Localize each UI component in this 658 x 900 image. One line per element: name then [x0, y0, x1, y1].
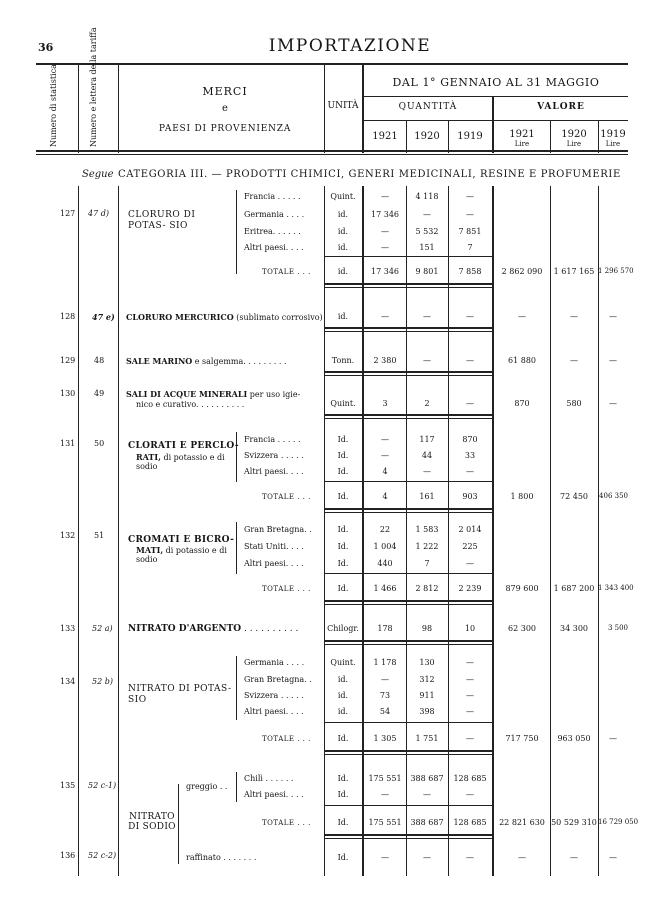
- total-rule: [324, 644, 492, 645]
- unit: Quint.: [330, 399, 356, 408]
- unit: id.: [337, 210, 349, 219]
- subtotal-rule: [324, 805, 492, 806]
- country: Francia . . . . .: [244, 192, 301, 201]
- total-rule: [324, 838, 492, 839]
- qty-1919: —: [466, 399, 474, 408]
- total-val-1919: —: [609, 734, 617, 743]
- tariff-number: 51: [94, 531, 105, 540]
- total-val-1919: 406 350: [599, 492, 628, 500]
- item-name-rest: (sublimato corrosivo): [233, 313, 323, 322]
- total-rule: [324, 512, 492, 513]
- country: Eritrea. . . . . .: [244, 227, 301, 236]
- stat-number: 136: [60, 851, 76, 860]
- item-name: [128, 625, 298, 634]
- header-divider: [118, 63, 119, 153]
- total-val-1921: 879 600: [505, 584, 539, 593]
- group-brace: [236, 190, 237, 274]
- year-header: 1920: [414, 131, 440, 142]
- qty-1920: 4 118: [415, 192, 439, 201]
- item-name-bold: SALE MARINO: [126, 356, 193, 366]
- val-1920: 34 300: [560, 624, 588, 633]
- item-name-bold: RATI,: [136, 452, 161, 462]
- page-title: IMPORTAZIONE: [268, 36, 432, 56]
- group-brace: [236, 432, 237, 482]
- qty-1920: 98: [421, 624, 433, 633]
- qty-1919: —: [466, 356, 474, 365]
- item-name-rest: . . . . . . . . . .: [241, 624, 299, 634]
- sub-item-name: raffinato . . . . . . .: [186, 853, 257, 862]
- qty-1921: 2 380: [373, 356, 397, 365]
- total-rule: [324, 750, 492, 752]
- val-1921: —: [518, 312, 526, 321]
- subtotal-rule: [324, 722, 492, 723]
- unit: id.: [337, 312, 349, 321]
- header-subrule: [362, 96, 628, 97]
- subtotal-rule: [324, 256, 492, 257]
- sub-item-name: greggio . .: [186, 782, 228, 791]
- country: Altri paesi. . . .: [244, 243, 304, 252]
- qty-1920: —: [423, 467, 431, 476]
- item-name-rest: per uso igie-: [247, 390, 301, 399]
- item-name-line2: [136, 453, 225, 462]
- country: Altri paesi. . . .: [244, 467, 304, 476]
- country: Svizzera . . . . .: [244, 691, 304, 700]
- page-number: 36: [38, 41, 54, 54]
- total-val-1920: 72 450: [560, 492, 588, 501]
- subtotal-rule: [324, 481, 492, 482]
- unit: Id.: [337, 435, 349, 444]
- total-rule: [324, 834, 492, 836]
- total-val-1920: 1 687 200: [553, 584, 595, 593]
- item-name: CLORURO DI POTAS- SIO: [128, 210, 196, 231]
- merci-e-header: e: [222, 103, 228, 114]
- header-subrule: [362, 120, 628, 121]
- col-num-stat-header: Numero di statistica: [49, 64, 58, 147]
- header-bottom-rule-thin: [36, 154, 628, 155]
- total-qty-1921: 17 346: [371, 267, 399, 276]
- total-label: TOTALE . . .: [262, 585, 311, 593]
- qty-1920: 398: [419, 707, 435, 716]
- val-1921: 62 300: [508, 624, 536, 633]
- category-prefix: Segue: [82, 169, 114, 180]
- total-qty-1920: 1 751: [415, 734, 439, 743]
- stat-number: 134: [60, 677, 76, 686]
- qty-1919: 128 685: [453, 774, 487, 783]
- item-name-rest: e salgemma. . . . . . . . .: [192, 357, 287, 366]
- qty-1921: 54: [379, 707, 391, 716]
- qty-1919: 7 851: [458, 227, 482, 236]
- item-name: [126, 313, 323, 322]
- item-name-bold: NITRATO D'ARGENTO: [128, 624, 242, 634]
- qty-1920: 312: [419, 675, 435, 684]
- quantita-header: QUANTITÀ: [398, 102, 458, 112]
- unit: Id.: [337, 492, 349, 501]
- total-qty-1919: —: [466, 734, 474, 743]
- total-rule: [324, 604, 492, 605]
- tariff-number: 52 c-2): [88, 851, 117, 860]
- qty-1920: —: [423, 790, 431, 799]
- qty-1919: —: [466, 853, 474, 862]
- qty-1919: —: [466, 559, 474, 568]
- qty-1921: —: [381, 227, 389, 236]
- subtotal-rule: [324, 573, 492, 574]
- total-qty-1921: 1 466: [373, 584, 397, 593]
- item-name-line2: nico e curativo. . . . . . . . . .: [136, 400, 245, 409]
- unit: id.: [337, 227, 349, 236]
- qty-1920: —: [423, 312, 431, 321]
- qty-1920: 151: [419, 243, 435, 252]
- year-header: 1920: [561, 129, 587, 140]
- total-val-1921: 717 750: [505, 734, 539, 743]
- merci-header: MERCI: [202, 85, 248, 98]
- total-val-1920: 963 050: [557, 734, 591, 743]
- qty-1919: —: [466, 790, 474, 799]
- qty-1921: —: [381, 675, 389, 684]
- unit: Id.: [337, 525, 349, 534]
- total-qty-1919: 7 858: [458, 267, 482, 276]
- qty-1921: —: [381, 451, 389, 460]
- country: Gran Bretagna. .: [244, 525, 312, 534]
- qty-1919: 10: [464, 624, 476, 633]
- total-val-1919: 1 296 570: [598, 267, 634, 275]
- tariff-number: 48: [94, 356, 105, 365]
- year-header: 1919: [457, 131, 483, 142]
- unit: Chilogr.: [327, 624, 359, 633]
- total-rule: [324, 640, 492, 642]
- qty-1919: —: [466, 467, 474, 476]
- tariff-number: 52 c-1): [88, 781, 117, 790]
- qty-1921: —: [381, 790, 389, 799]
- group-brace: [178, 784, 179, 864]
- qty-1920: 1 583: [415, 525, 439, 534]
- item-name-bold: CROMATI E BICRO-: [128, 535, 235, 545]
- item-name: [126, 390, 300, 399]
- total-val-1919: 16 729 050: [598, 818, 639, 826]
- qty-1921: 440: [377, 559, 393, 568]
- col-num-tariffa-header: Numero e lettera della tariffa: [89, 27, 98, 147]
- tariff-number: 52 b): [92, 677, 113, 686]
- val-1920: —: [570, 356, 578, 365]
- qty-1919: 33: [464, 451, 476, 460]
- unit: Id.: [337, 467, 349, 476]
- unit: Id.: [337, 853, 349, 862]
- body-divider: [118, 186, 119, 876]
- unit: Id.: [337, 790, 349, 799]
- item-name: [126, 357, 287, 366]
- item-name-bold: MATI,: [136, 545, 164, 555]
- lire-label: Lire: [605, 140, 621, 148]
- val-1921: 870: [514, 399, 530, 408]
- stat-number: 128: [60, 312, 76, 321]
- item-name-line2: [136, 546, 227, 555]
- tariff-number: 47 d): [88, 209, 109, 218]
- total-rule: [324, 418, 492, 419]
- unit: Id.: [337, 818, 349, 827]
- total-qty-1920: 2 812: [415, 584, 439, 593]
- total-rule: [324, 414, 492, 416]
- total-rule: [324, 371, 492, 373]
- country: Altri paesi. . . .: [244, 707, 304, 716]
- qty-1920: —: [423, 210, 431, 219]
- total-rule: [324, 283, 492, 285]
- total-rule: [324, 331, 492, 332]
- unit: id.: [337, 243, 349, 252]
- unit: Quint.: [330, 658, 356, 667]
- total-label: TOTALE . . .: [262, 493, 311, 501]
- period-header: DAL 1° GENNAIO AL 31 MAGGIO: [392, 76, 600, 89]
- header-top-rule: [36, 63, 628, 65]
- val-1920: —: [570, 312, 578, 321]
- total-qty-1920: 388 687: [410, 818, 444, 827]
- stat-number: 135: [60, 781, 76, 790]
- unit: Id.: [337, 774, 349, 783]
- country: Germania . . . .: [244, 658, 305, 667]
- total-label: TOTALE . . .: [262, 819, 311, 827]
- unita-header: UNITÀ: [327, 101, 359, 111]
- qty-1919: 2 014: [458, 525, 482, 534]
- qty-1920: 130: [419, 658, 435, 667]
- qty-1920: 44: [421, 451, 433, 460]
- qty-1920: 1 222: [415, 542, 439, 551]
- country: Gran Bretagna. .: [244, 675, 312, 684]
- unit: id.: [337, 691, 349, 700]
- item-name-line3: sodio: [136, 462, 158, 471]
- body-divider: [78, 186, 79, 876]
- qty-1919: —: [466, 312, 474, 321]
- unit: id.: [337, 707, 349, 716]
- total-rule: [324, 375, 492, 376]
- country: Chilì . . . . . .: [244, 774, 294, 783]
- group-brace: [236, 656, 237, 720]
- val-1919: —: [609, 853, 617, 862]
- qty-1920: —: [423, 356, 431, 365]
- country: Germania . . . .: [244, 210, 305, 219]
- tariff-number: 47 e): [92, 312, 115, 322]
- qty-1921: 1 004: [373, 542, 397, 551]
- total-qty-1919: 128 685: [453, 818, 487, 827]
- total-val-1919: 1 343 400: [598, 584, 634, 592]
- item-name-bold: CLORATI E PERCLO-: [128, 441, 239, 451]
- group-brace: [236, 772, 237, 802]
- country: Altri paesi. . . .: [244, 790, 304, 799]
- qty-1921: —: [381, 853, 389, 862]
- qty-1921: 17 346: [371, 210, 399, 219]
- total-val-1920: 1 617 165: [553, 267, 595, 276]
- total-rule: [324, 508, 492, 510]
- tariff-number: 52 a): [92, 624, 113, 633]
- qty-1920: 388 687: [410, 774, 444, 783]
- val-1919: —: [609, 356, 617, 365]
- val-1919: 3 500: [607, 624, 628, 632]
- total-qty-1921: 175 551: [368, 818, 402, 827]
- val-1919: —: [609, 399, 617, 408]
- qty-1921: 73: [379, 691, 391, 700]
- total-rule: [324, 287, 492, 288]
- total-val-1921: 1 800: [510, 492, 534, 501]
- qty-1921: 178: [377, 624, 393, 633]
- item-name-line3: sodio: [136, 555, 158, 564]
- country: Svizzera . . . . .: [244, 451, 304, 460]
- qty-1919: —: [466, 675, 474, 684]
- unit: Quint.: [330, 192, 356, 201]
- stat-number: 131: [60, 439, 76, 448]
- unit: Id.: [337, 542, 349, 551]
- qty-1921: —: [381, 192, 389, 201]
- stat-number: 127: [60, 209, 76, 218]
- qty-1921: —: [381, 243, 389, 252]
- group-name: NITRATO DI SODIO: [128, 812, 176, 833]
- valore-header: VALORE: [537, 102, 585, 112]
- total-val-1920: 50 529 310: [551, 818, 597, 827]
- qty-1920: 2: [424, 399, 430, 408]
- country: Stati Uniti. . . .: [244, 542, 304, 551]
- qty-1921: —: [381, 435, 389, 444]
- total-qty-1919: 903: [462, 492, 478, 501]
- group-brace: [236, 522, 237, 574]
- unit: Id.: [337, 559, 349, 568]
- item-name-rest: di potassio e di: [160, 453, 225, 462]
- qty-1920: —: [423, 853, 431, 862]
- val-1920: —: [570, 853, 578, 862]
- year-header: 1921: [372, 131, 398, 142]
- item-name-bold: CLORURO MERCURICO: [126, 312, 234, 322]
- year-header: 1921: [509, 129, 535, 140]
- unit: Id.: [337, 451, 349, 460]
- val-1921: —: [518, 853, 526, 862]
- unit: Tonn.: [331, 356, 355, 365]
- body-divider: [492, 186, 494, 876]
- total-rule: [324, 600, 492, 602]
- tariff-number: 50: [94, 439, 105, 448]
- total-val-1921: 22 821 630: [499, 818, 545, 827]
- body-divider: [598, 186, 599, 876]
- lire-label: Lire: [514, 140, 530, 148]
- item-name: NITRATO DI POTAS- SIO: [128, 684, 232, 705]
- stat-number: 129: [60, 356, 76, 365]
- paesi-header: PAESI DI PROVENIENZA: [158, 124, 292, 134]
- total-rule: [324, 327, 492, 329]
- category-label: CATEGORIA III. — PRODOTTI CHIMICI, GENERI MEDICINALI, RESINE E PROFUMERIE: [118, 169, 621, 180]
- total-rule: [324, 754, 492, 755]
- item-name-bold: SALI DI ACQUE MINERALI: [126, 389, 248, 399]
- qty-1919: —: [466, 658, 474, 667]
- unit: Id.: [337, 584, 349, 593]
- qty-1919: 7: [467, 243, 473, 252]
- qty-1921: 175 551: [368, 774, 402, 783]
- qty-1920: 5 532: [415, 227, 439, 236]
- stat-number: 133: [60, 624, 76, 633]
- stat-number: 132: [60, 531, 76, 540]
- qty-1919: —: [466, 691, 474, 700]
- qty-1921: 3: [382, 399, 388, 408]
- total-qty-1921: 4: [382, 492, 388, 501]
- qty-1919: 870: [462, 435, 478, 444]
- unit: Id.: [337, 734, 349, 743]
- stat-number: 130: [60, 389, 76, 398]
- qty-1921: 22: [379, 525, 391, 534]
- total-qty-1920: 9 801: [415, 267, 439, 276]
- body-divider: [550, 186, 551, 876]
- total-val-1921: 2 862 090: [501, 267, 543, 276]
- qty-1921: —: [381, 312, 389, 321]
- unit: id.: [337, 267, 349, 276]
- qty-1921: 4: [382, 467, 388, 476]
- val-1921: 61 880: [508, 356, 536, 365]
- total-qty-1920: 161: [419, 492, 435, 501]
- qty-1919: —: [466, 707, 474, 716]
- header-divider: [78, 63, 79, 153]
- val-1919: —: [609, 312, 617, 321]
- qty-1920: 911: [419, 691, 435, 700]
- qty-1919: —: [466, 192, 474, 201]
- qty-1920: 7: [424, 559, 430, 568]
- unit: id.: [337, 675, 349, 684]
- total-label: TOTALE . . .: [262, 268, 311, 276]
- total-qty-1921: 1 305: [373, 734, 397, 743]
- qty-1920: 117: [419, 435, 435, 444]
- total-qty-1919: 2 239: [458, 584, 482, 593]
- val-1920: 580: [566, 399, 582, 408]
- tariff-number: 49: [94, 389, 105, 398]
- item-name-rest: di potassio e di: [163, 546, 227, 555]
- year-header: 1919: [600, 129, 626, 140]
- lire-label: Lire: [566, 140, 582, 148]
- country: Altri paesi. . . .: [244, 559, 304, 568]
- qty-1919: 225: [462, 542, 478, 551]
- country: Francia . . . . .: [244, 435, 301, 444]
- total-label: TOTALE . . .: [262, 735, 311, 743]
- qty-1919: —: [466, 210, 474, 219]
- qty-1921: 1 178: [373, 658, 397, 667]
- header-bottom-rule: [36, 150, 628, 152]
